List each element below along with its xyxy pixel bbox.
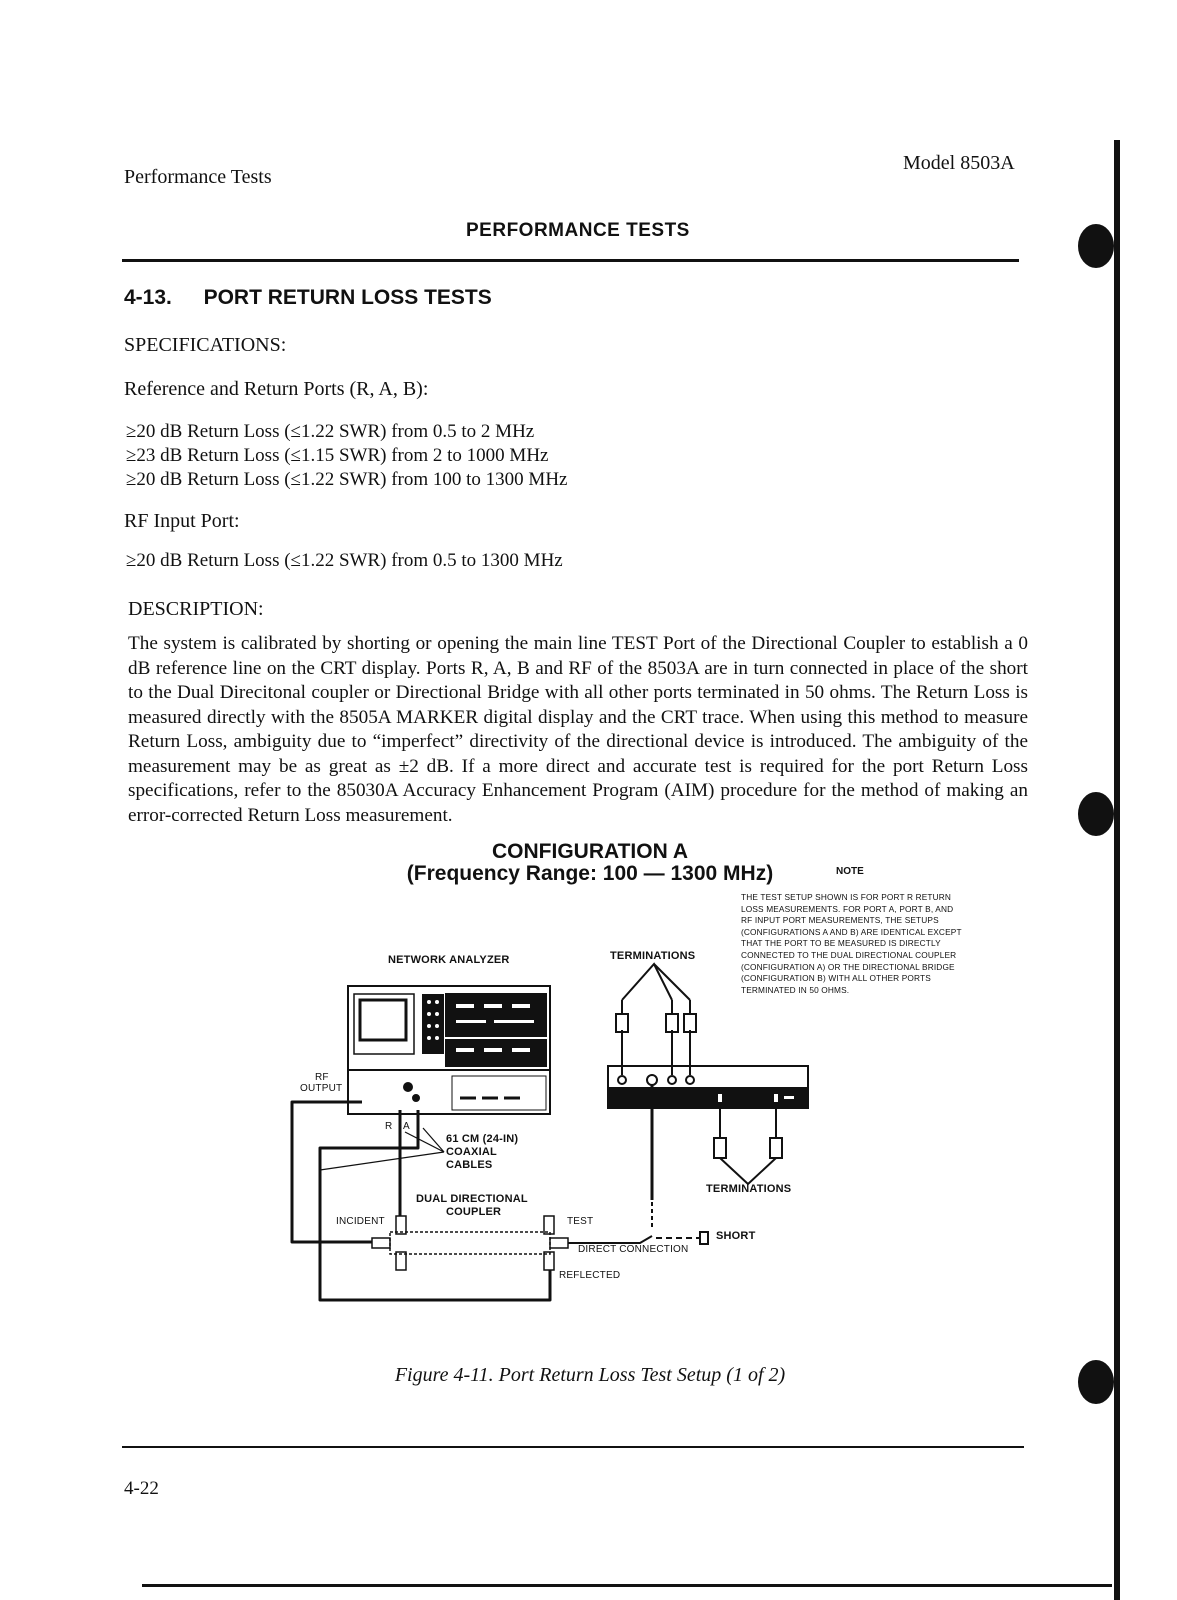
description-label: DESCRIPTION: [128, 598, 264, 620]
punch-hole-mark [1078, 1360, 1114, 1404]
bottom-terminations [714, 1108, 782, 1184]
terminations-bottom-label: TERMINATIONS [706, 1183, 792, 1195]
reflected-label: REFLECTED [559, 1270, 621, 1281]
direct-connection-label: DIRECT CONNECTION [578, 1244, 689, 1255]
rf-input-spec-line: ≥20 dB Return Loss (≤1.22 SWR) from 0.5 to 1300 MHz [126, 550, 563, 571]
configuration-title: CONFIGURATION A [492, 840, 688, 863]
port-r-label: R [385, 1121, 393, 1132]
ref-ports-spec-list [126, 420, 567, 492]
spec-line: ≥23 dB Return Loss (≤1.15 SWR) from 2 to 1000 MHz [126, 445, 549, 466]
cables-label-1: 61 CM (24-IN) [446, 1133, 519, 1145]
spec-line: ≥20 dB Return Loss (≤1.22 SWR) from 100 to 1300 MHz [126, 469, 568, 490]
top-terminations [616, 964, 696, 1075]
spec-line: ≥20 dB Return Loss (≤1.22 SWR) from 0.5 to 2 MHz [126, 421, 535, 442]
test-setup-diagram [280, 960, 820, 1320]
note-text: THE TEST SETUP SHOWN IS FOR PORT R RETURN LOSS MEASUREMENTS. FOR PORT A, PORT B, AND RF INPUT PORT MEASUREMENTS, THE SETUPS (CONFIGURATIONS A AND B) ARE IDENTICAL EXCEPT THAT THE PORT TO BE MEASURED IS DIRECTLY CONNECTED TO THE DUAL DIRECTIONAL COUPLER (CONFIGURATION A) OR THE DIRECTIONAL BRIDGE (CONFIGURATION B) WITH ALL OTHER PORTS TERMINATED IN 50 OHMS. [741, 892, 962, 995]
crt-screen-icon [360, 1000, 406, 1040]
specifications-label: SPECIFICATIONS: [124, 334, 287, 356]
rf-output-label-2: OUTPUT [300, 1083, 343, 1094]
running-header-left: Performance Tests [124, 166, 272, 188]
direct-connection-line [568, 1202, 708, 1244]
cables-label-2: COAXIAL [446, 1146, 497, 1158]
dual-directional-coupler [372, 1216, 568, 1270]
figure-caption: Figure 4-11. Port Return Loss Test Setup (1 of 2) [394, 1364, 786, 1386]
page-number: 4-22 [124, 1478, 159, 1499]
short-icon [700, 1232, 708, 1244]
section-heading-title: PORT RETURN LOSS TESTS [203, 286, 492, 309]
coaxial-cables [292, 1085, 652, 1300]
punch-hole-mark [1078, 224, 1114, 268]
section-title: PERFORMANCE TESTS [466, 220, 690, 241]
short-label: SHORT [716, 1230, 756, 1242]
note-label: NOTE [836, 866, 864, 877]
terminations-top-label: TERMINATIONS [610, 950, 696, 962]
footer-rule [122, 1446, 1024, 1448]
rf-output-label-1: RF [315, 1072, 329, 1083]
incident-label: INCIDENT [336, 1216, 385, 1227]
section-heading [124, 286, 492, 310]
punch-hole-mark [1078, 792, 1114, 836]
dual-directional-label-2: COUPLER [446, 1206, 502, 1218]
port-a-label: A [403, 1121, 410, 1132]
configuration-range: (Frequency Range: 100 — 1300 MHz) [406, 862, 774, 885]
running-header-right: Model 8503A [903, 152, 1015, 174]
test-label: TEST [567, 1216, 594, 1227]
binding-edge-bar [1114, 140, 1120, 1600]
rf-input-label: RF Input Port: [124, 510, 240, 532]
page-bottom-edge [142, 1584, 1112, 1587]
section-number: 4-13. [124, 286, 172, 309]
description-paragraph: The system is calibrated by shorting or opening the main line TEST Port of the Directional Coupler to establish a 0 dB reference line on the CRT display. Ports R, A, B and RF of the 8503A are in turn connected in place of the short to the Dual Direcitonal coupler or Directional Bridge with all other ports terminated in 50 ohms. The Return Loss is measured directly with the 8505A MARKER digital display and the CRT trace. When using this method to measure Return Loss, ambiguity due to “imperfect” directivity of the directional device is introduced. The ambiguity of the measurement may be as great as ±2 dB. If a more direct and accurate test is required for the port Return Loss specifications, refer to the 85030A Accuracy Enhancement Program (AIM) procedure for the method of making an error-corrected Return Loss measurement. [128, 633, 1028, 826]
network-analyzer-label: NETWORK ANALYZER [388, 954, 510, 966]
ref-ports-label: Reference and Return Ports (R, A, B): [124, 378, 429, 400]
analyzer-control-column [422, 994, 444, 1054]
cables-label-3: CABLES [446, 1159, 493, 1171]
dual-directional-label-1: DUAL DIRECTIONAL [416, 1193, 528, 1205]
header-rule [122, 259, 1019, 262]
